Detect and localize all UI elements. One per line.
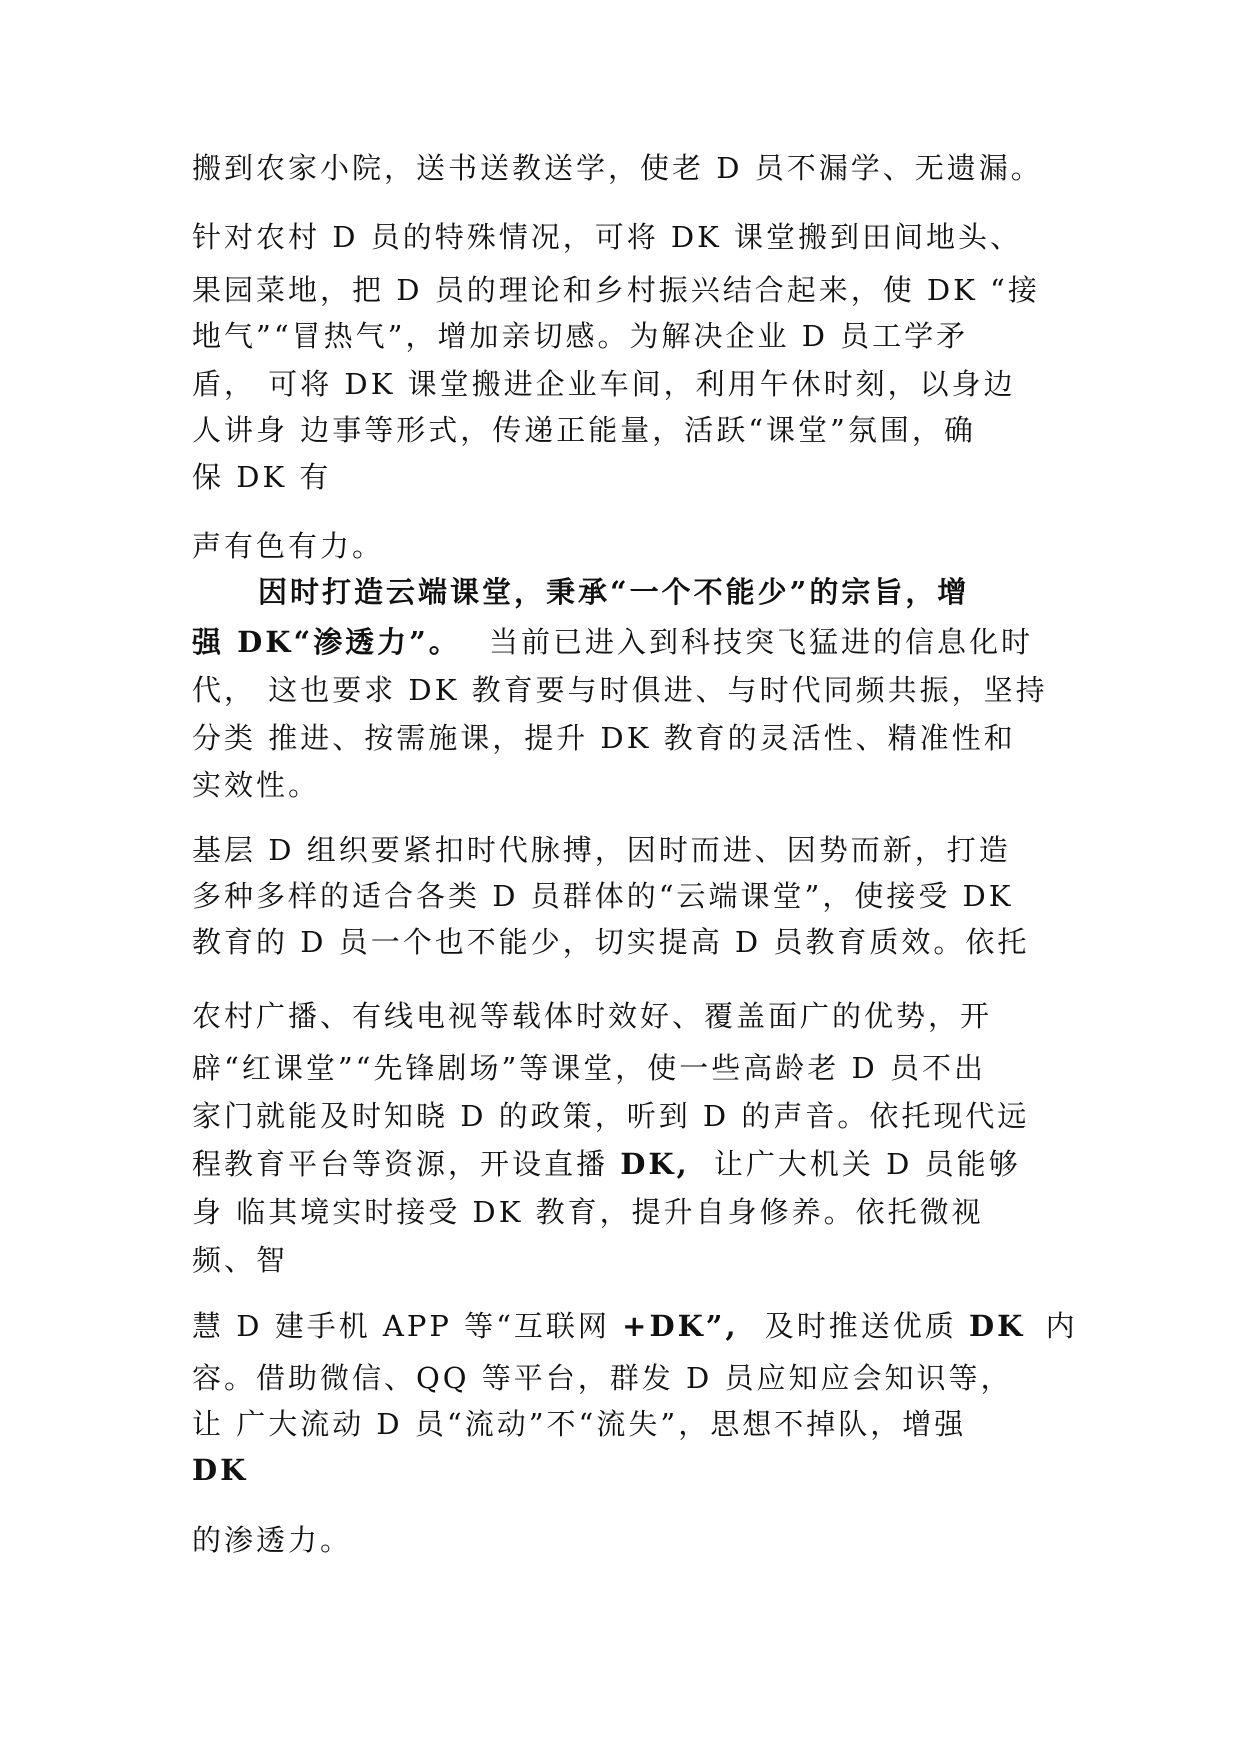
section-heading: 因时打造云端课堂，秉承“一个不能少”的宗旨，增 bbox=[258, 575, 970, 609]
text-line: 声有色有力。 bbox=[192, 529, 385, 563]
text-line: 家门就能及时知晓 D 的政策，听到 D 的声音。依托现代远 bbox=[192, 1099, 1030, 1133]
text-span-bold: +DK”, bbox=[622, 1309, 739, 1343]
text-line bbox=[192, 622, 1033, 662]
text-line bbox=[192, 1144, 1021, 1184]
text-line: 地气”“冒热气”，增加亲切感。为解决企业 D 员工学矛 bbox=[192, 319, 969, 353]
text-line: 辟“红课堂”“先锋剧场”等课堂，使一些高龄老 D 员不出 bbox=[192, 1051, 986, 1085]
text-line: 的渗透力。 bbox=[192, 1523, 353, 1557]
text-span: 程教育平台等资源，开设直播 bbox=[192, 1147, 609, 1181]
text-span: 当前已进入到科技突飞猛进的信息化时 bbox=[489, 625, 1034, 659]
text-line: 果园菜地，把 D 员的理论和乡村振兴结合起来，使 DK “接 bbox=[192, 273, 1040, 307]
text-line: 人讲身 边事等形式，传递正能量，活跃“课堂”氛围，确 bbox=[192, 413, 976, 447]
text-line: 频、智 bbox=[192, 1243, 289, 1277]
text-line: 代， 这也要求 DK 教育要与时俱进、与时代同频共振，坚持 bbox=[192, 673, 1048, 707]
text-line: 农村广播、有线电视等载体时效好、覆盖面广的优势，开 bbox=[192, 999, 993, 1033]
text-span-bold: DK bbox=[969, 1309, 1026, 1343]
text-line: 针对农村 D 员的特殊情况，可将 DK 课堂搬到田间地头、 bbox=[192, 220, 1023, 254]
text-span-bold: DK, bbox=[620, 1147, 690, 1181]
text-line: 盾， 可将 DK 课堂搬进企业车间，利用午休时刻，以身边 bbox=[192, 367, 1016, 401]
text-line: 分类 推进、按需施课，提升 DK 教育的灵活性、精准性和 bbox=[192, 721, 1016, 755]
text-line: 保 DK 有 bbox=[192, 460, 332, 494]
text-line: 基层 D 组织要紧扣时代脉搏，因时而进、因势而新，打造 bbox=[192, 833, 1011, 867]
text-line: 实效性。 bbox=[192, 768, 321, 802]
text-line: 让 广大流动 D 员“流动”不“流失”，思想不掉队，增强 bbox=[192, 1407, 967, 1441]
text-line: 多种多样的适合各类 D 员群体的“云端课堂”，使接受 DK bbox=[192, 879, 1014, 913]
text-span: 内 bbox=[1045, 1309, 1078, 1343]
text-line: 身 临其境实时接受 DK 教育，提升自身修养。依托微视 bbox=[192, 1195, 984, 1229]
text-span: 让广大机关 D 员能够 bbox=[713, 1147, 1021, 1181]
text-line: 搬到农家小院，送书送教送学，使老 D 员不漏学、无遗漏。 bbox=[192, 151, 1043, 185]
text-line: 教育的 D 员一个也不能少，切实提高 D 员教育质效。依托 bbox=[192, 925, 1030, 959]
section-heading-end: 强 DK“渗透力”。 bbox=[192, 625, 461, 659]
text-span: 及时推送优质 bbox=[764, 1309, 957, 1343]
text-line-bold: DK bbox=[192, 1453, 249, 1487]
text-line: 容。借助微信、QQ 等平台，群发 D 员应知应会知识等， bbox=[192, 1361, 1013, 1395]
text-span: 慧 D 建手机 APP 等“互联网 bbox=[192, 1309, 610, 1343]
text-line bbox=[192, 1306, 1078, 1346]
